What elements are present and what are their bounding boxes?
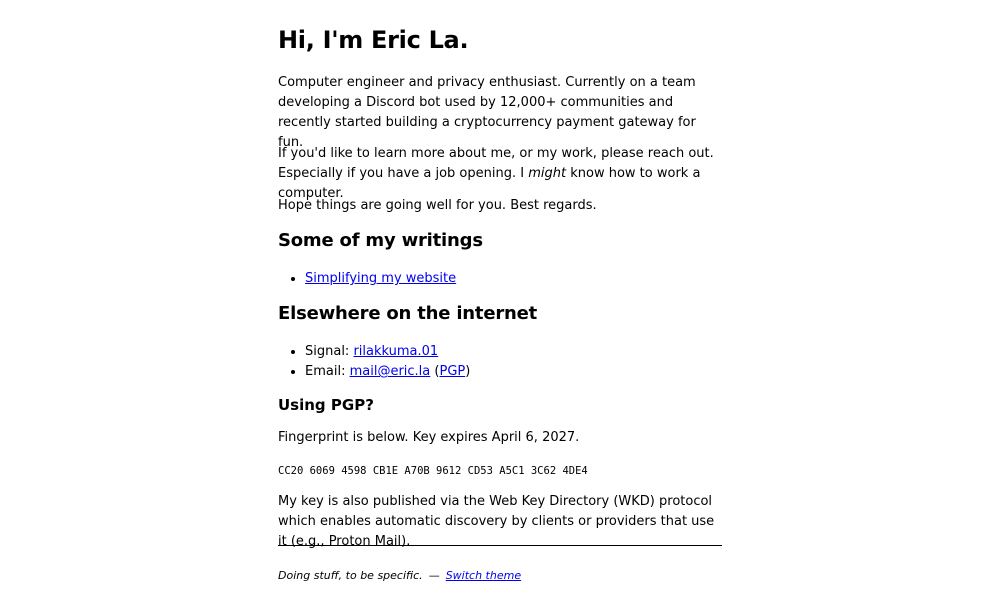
writing-link-simplifying[interactable]: Simplifying my website <box>305 271 457 286</box>
pgp-link[interactable]: PGP <box>439 364 466 379</box>
footer <box>278 569 521 582</box>
footer-separator: — <box>428 569 440 582</box>
regards-paragraph: Hope things are going well for you. Best regards. <box>278 198 597 213</box>
fingerprint-note: Fingerprint is below. Key expires April 6, 2027. <box>278 430 580 445</box>
writings-list <box>278 269 749 289</box>
pgp-fingerprint: CC20 6069 4598 CB1E A70B 9612 CD53 A5C1 3C62 4DE4 <box>278 465 588 477</box>
intro-paragraph: Computer engineer and privacy enthusiast. Currently on a team developing a Discord bot used by 12,000+ communities and recently started building a cryptocurrency payment gateway for fun. <box>278 75 696 150</box>
elsewhere-list <box>278 342 749 382</box>
list-item-email <box>305 362 749 382</box>
paren-close: ) <box>465 364 471 379</box>
email-label: Email: <box>305 364 350 379</box>
list-item <box>305 269 749 289</box>
pgp-heading: Using PGP? <box>278 396 374 414</box>
email-link[interactable]: mail@eric.la <box>349 364 431 379</box>
page-title: Hi, I'm Eric La. <box>278 26 469 54</box>
signal-link[interactable]: rilakkuma.01 <box>353 344 439 359</box>
signal-label: Signal: <box>305 344 354 359</box>
footer-tagline: Doing stuff, to be specific. <box>278 569 423 582</box>
elsewhere-heading: Elsewhere on the internet <box>278 303 538 324</box>
paren-open: ( <box>430 364 440 379</box>
wkd-paragraph: My key is also published via the Web Key Directory (WKD) protocol which enables automatic discovery by clients or providers that use it (e.g., Proton Mail). <box>278 494 715 549</box>
switch-theme-link[interactable]: Switch theme <box>445 569 522 582</box>
list-item-signal <box>305 342 749 362</box>
footer-divider <box>278 545 722 546</box>
writings-heading: Some of my writings <box>278 230 483 251</box>
contact-text-start: If you'd like to learn more about me, or my work, please reach out. Especially if you have a job opening. I <box>278 146 714 181</box>
contact-paragraph <box>278 144 722 204</box>
contact-text-end: know how to work a computer. <box>278 166 701 201</box>
emphasis-might: might <box>528 166 567 181</box>
